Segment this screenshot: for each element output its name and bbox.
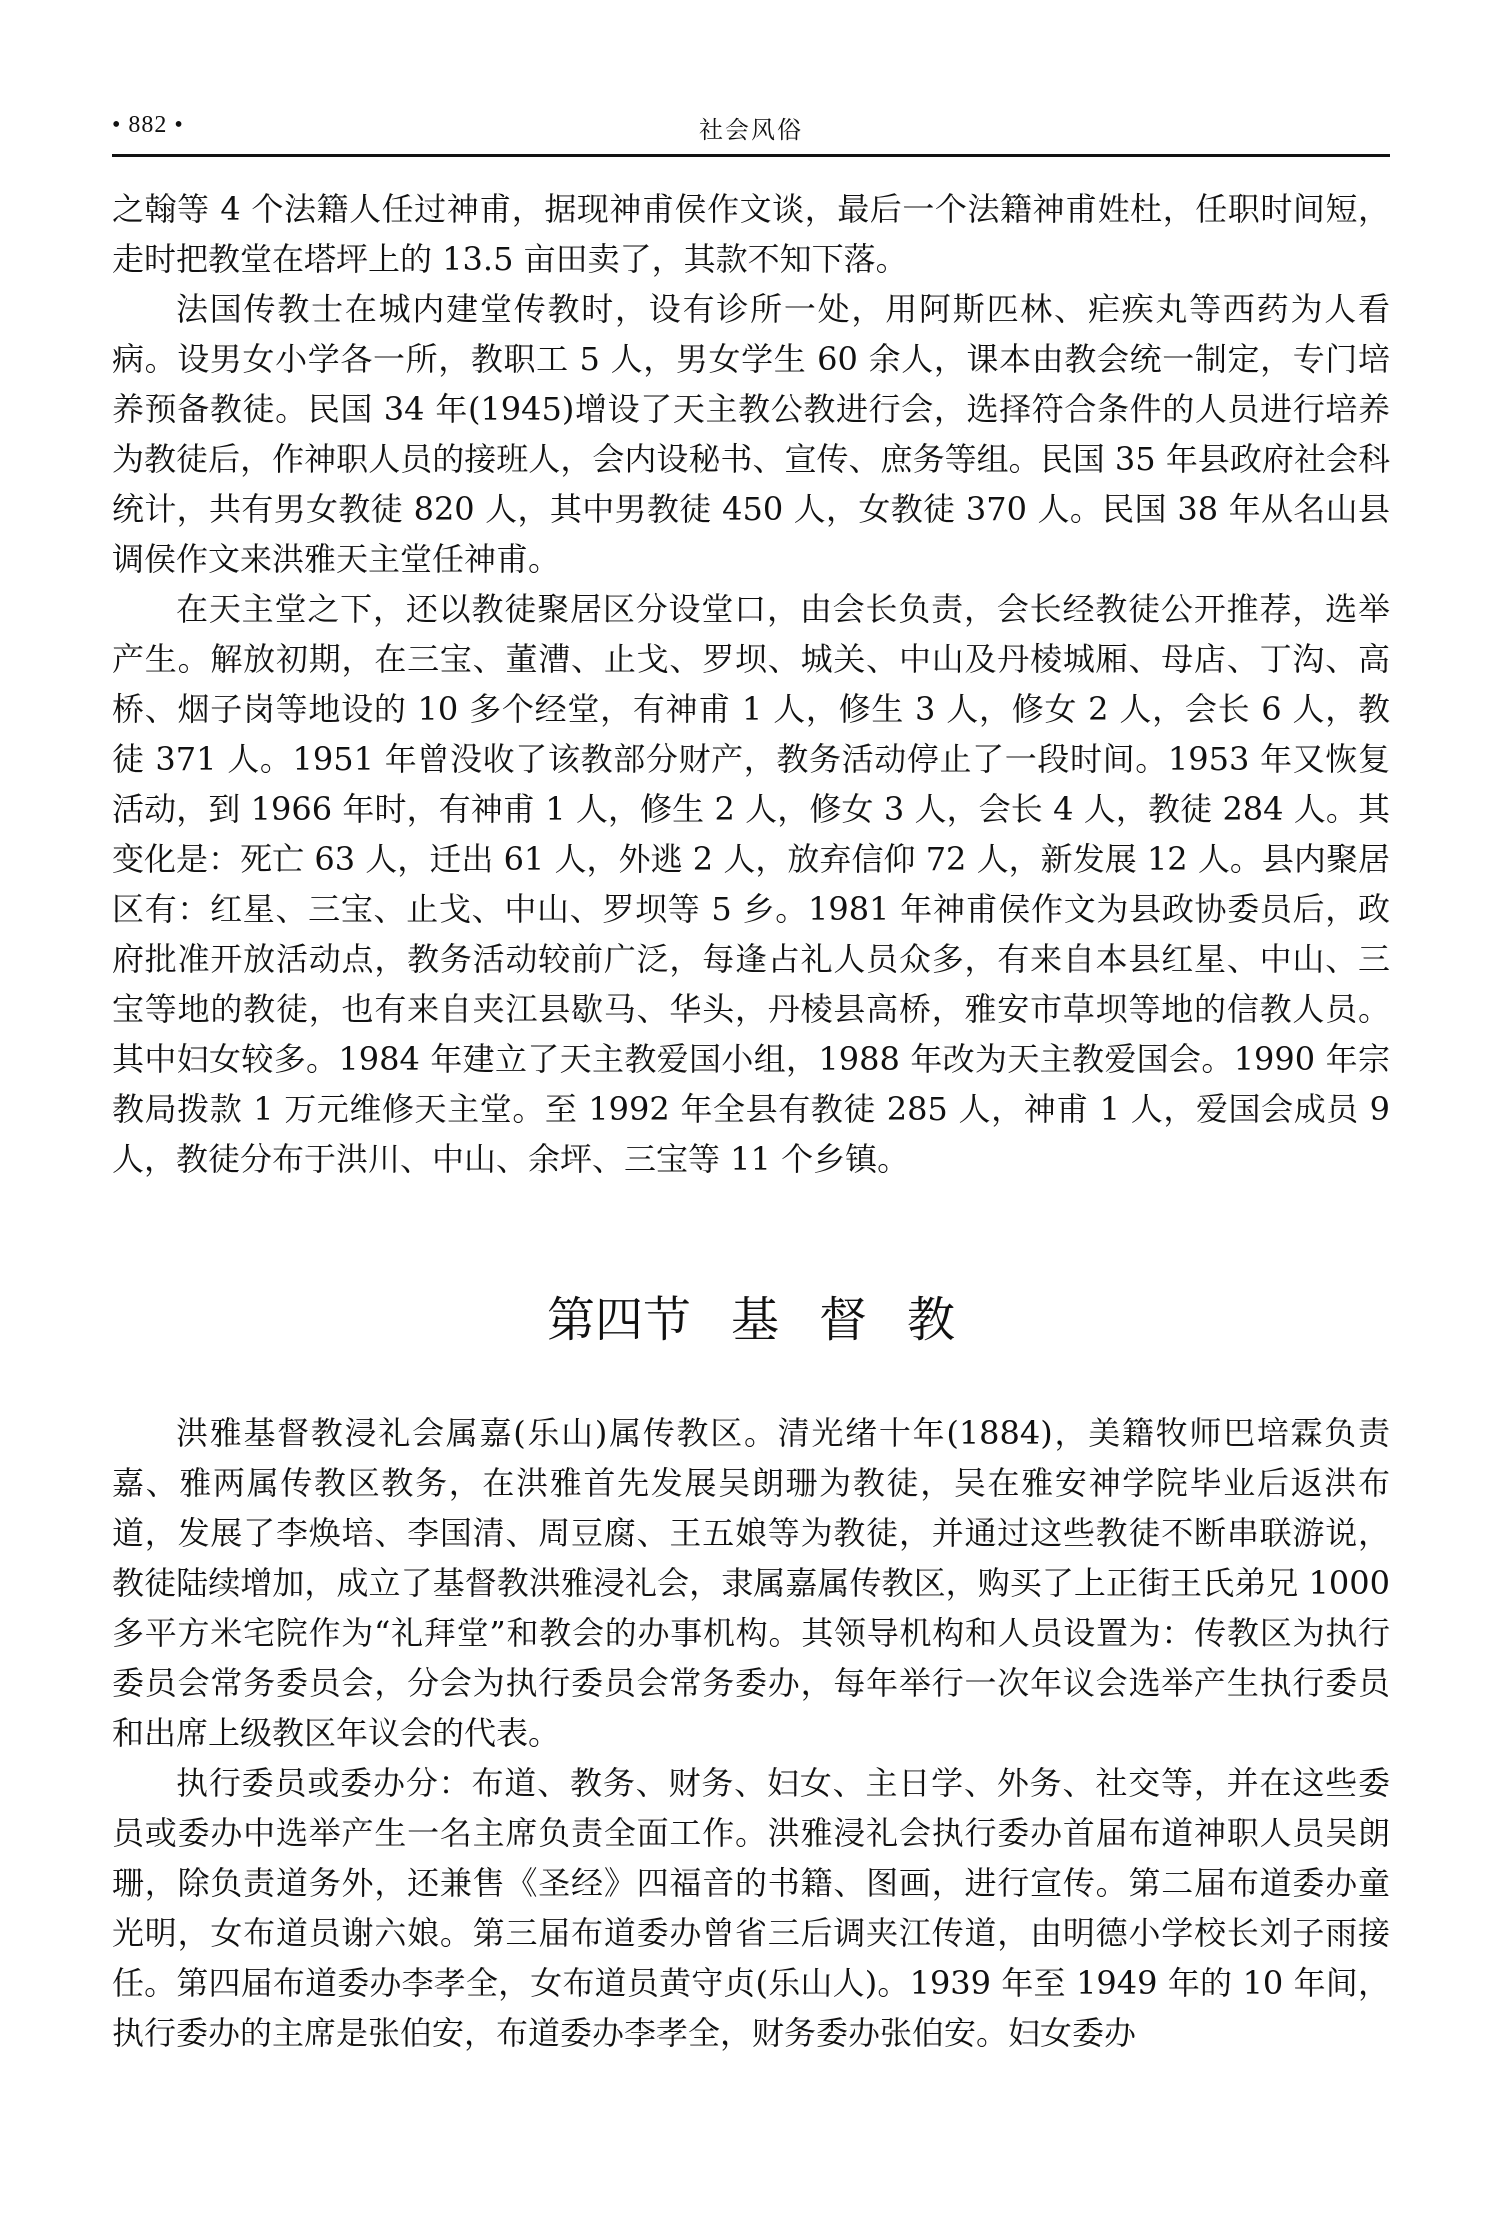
paragraph: 法国传教士在城内建堂传教时，设有诊所一处，用阿斯匹林、疟疾丸等西药为人看病。设男女小学各一所，教职工 5 人，男女学生 60 余人，课本由教会统一制定，专门培养预备教徒。民国 34 年(1945)增设了天主教公教进行会，选择符合条件的人员进行培养为教徒后，作神职人员的接班人，会内设秘书、宣传、庶务等组。民国 35 年县政府社会科统计，共有男女教徒 820 人，其中男教徒 450 人，女教徒 370 人。民国 38 年从名山县调侯作文来洪雅天主堂任神甫。 <box>112 290 1390 578</box>
section-heading-word: 基 <box>730 1292 779 1348</box>
paragraph: 之翰等 4 个法籍人任过神甫，据现神甫侯作文谈，最后一个法籍神甫姓杜，任职时间短，走时把教堂在塔坪上的 13.5 亩田卖了，其款不知下落。 <box>112 190 1390 278</box>
section-heading-word: 教 <box>907 1292 956 1348</box>
body-text-bottom <box>112 1408 1390 2058</box>
running-title: 社会风俗 <box>699 116 803 144</box>
body-text-top <box>112 184 1390 1184</box>
section-heading-word: 督 <box>819 1292 868 1348</box>
header-rule <box>112 154 1390 157</box>
page-number: • 882 • <box>112 112 184 138</box>
section-heading <box>112 1290 1390 1350</box>
paragraph: 在天主堂之下，还以教徒聚居区分设堂口，由会长负责，会长经教徒公开推荐，选举产生。解放初期，在三宝、董漕、止戈、罗坝、城关、中山及丹棱城厢、母店、丁沟、高桥、烟子岗等地设的 10 多个经堂，有神甫 1 人，修生 3 人，修女 2 人，会长 6 人，教徒 371 人。1951 年曾没收了该教部分财产，教务活动停止了一段时间。1953 年又恢复活动，到 1966 年时，有神甫 1 人，修生 2 人，修女 3 人，会长 4 人，教徒 284 人。其变化是：死亡 63 人，迁出 61 人，外逃 2 人，放弃信仰 72 人，新发展 12 人。县内聚居区有：红星、三宝、止戈、中山、罗坝等 5 乡。1981 年神甫侯作文为县政协委员后，政府批准开放活动点，教务活动较前广泛，每逢占礼人员众多，有来自本县红星、中山、三宝等地的教徒，也有来自夹江县歇马、华头，丹棱县高桥，雅安市草坝等地的信教人员。其中妇女较多。1984 年建立了天主教爱国小组，1988 年改为天主教爱国会。1990 年宗教局拨款 1 万元维修天主堂。至 1992 年全县有教徒 285 人，神甫 1 人，爱国会成员 9 人，教徒分布于洪川、中山、余坪、三宝等 11 个乡镇。 <box>112 590 1390 1178</box>
paragraph: 洪雅基督教浸礼会属嘉(乐山)属传教区。清光绪十年(1884)，美籍牧师巴培霖负责嘉、雅两属传教区教务，在洪雅首先发展吴朗珊为教徒，吴在雅安神学院毕业后返洪布道，发展了李焕培、李国清、周豆腐、王五娘等为教徒，并通过这些教徒不断串联游说，教徒陆续增加，成立了基督教洪雅浸礼会，隶属嘉属传教区，购买了上正街王氏弟兄 1000 多平方米宅院作为“礼拜堂”和教会的办事机构。其领导机构和人员设置为：传教区为执行委员会常务委员会，分会为执行委员会常务委办，每年举行一次年议会选举产生执行委员和出席上级教区年议会的代表。 <box>112 1414 1390 1752</box>
paragraph: 执行委员或委办分：布道、教务、财务、妇女、主日学、外务、社交等，并在这些委员或委办中选举产生一名主席负责全面工作。洪雅浸礼会执行委办首届布道神职人员吴朗珊，除负责道务外，还兼售《圣经》四福音的书籍、图画，进行宣传。第二届布道委办童光明，女布道员谢六娘。第三届布道委办曾省三后调夹江传道，由明德小学校长刘子雨接任。第四届布道委办李孝全，女布道员黄守贞(乐山人)。1939 年至 1949 年的 10 年间，执行委办的主席是张伯安，布道委办李孝全，财务委办张伯安。妇女委办 <box>112 1764 1390 2052</box>
section-heading-number: 第四节 <box>546 1292 691 1348</box>
page-header <box>112 104 1390 154</box>
